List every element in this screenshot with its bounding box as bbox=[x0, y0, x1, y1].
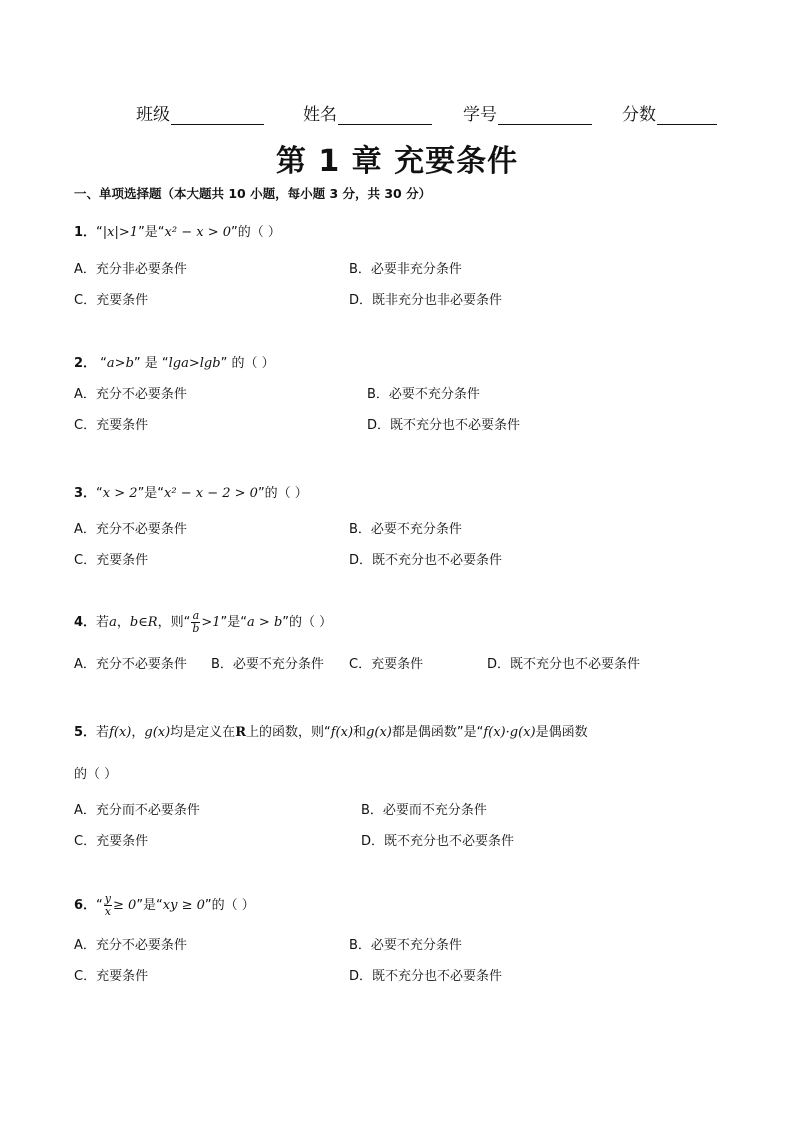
question-1-option-b[interactable]: B．必要非充分条件 bbox=[349, 262, 462, 277]
name-label: 姓名 bbox=[303, 105, 337, 125]
id-label: 学号 bbox=[463, 105, 497, 125]
question-3-option-d[interactable]: D．既不充分也不必要条件 bbox=[349, 553, 503, 568]
question-3-stem: 3．“x > 2”是“x² − x − 2 > 0”的（ ） bbox=[74, 486, 308, 501]
question-4-option-a[interactable]: A．充分不必要条件 bbox=[74, 657, 187, 672]
question-5-stem: 5．若f(x)，g(x)均是定义在R上的函数，则“f(x)和g(x)都是偶函数”是“f(x)·g(x)是偶函数 bbox=[74, 725, 588, 740]
question-4-option-c[interactable]: C．充要条件 bbox=[349, 657, 424, 672]
question-2-option-d[interactable]: D．既不充分也不必要条件 bbox=[367, 418, 521, 433]
question-5-stem-continued: 的（ ） bbox=[74, 767, 118, 782]
question-6-stem: 6．“ $\frac{y}{x}$ ≥ 0”是“xy ≥ 0”的（ ） bbox=[74, 892, 255, 918]
question-3-option-a[interactable]: A．充分不必要条件 bbox=[74, 522, 187, 537]
question-5-option-a[interactable]: A．充分而不必要条件 bbox=[74, 803, 200, 818]
name-field bbox=[303, 100, 432, 125]
question-6-option-c[interactable]: C．充要条件 bbox=[74, 969, 149, 984]
question-2-option-c[interactable]: C．充要条件 bbox=[74, 418, 149, 433]
fraction-a-over-b: $\frac{a}{b}$ bbox=[192, 609, 200, 635]
question-4-stem: 4．若a，b∈R，则“ $\frac{a}{b}$ >1”是“a > b”的（ ） bbox=[74, 609, 333, 635]
question-3-option-b[interactable]: B．必要不充分条件 bbox=[349, 522, 462, 537]
id-field bbox=[463, 100, 592, 125]
page-title: 第 1 章 充要条件 bbox=[275, 144, 519, 179]
question-1-stem: 1．“|x|>1”是“x² − x > 0”的（ ） bbox=[74, 225, 281, 240]
class-blank[interactable] bbox=[171, 106, 264, 125]
score-label: 分数 bbox=[622, 105, 656, 125]
question-5-option-b[interactable]: B．必要而不充分条件 bbox=[361, 803, 487, 818]
question-2-stem: 2． “a>b” 是 “lga>lgb” 的（ ） bbox=[74, 356, 275, 371]
question-1-option-c[interactable]: C．充要条件 bbox=[74, 293, 149, 308]
score-blank[interactable] bbox=[657, 106, 717, 125]
question-2-option-a[interactable]: A．充分不必要条件 bbox=[74, 387, 187, 402]
question-6-option-a[interactable]: A．充分不必要条件 bbox=[74, 938, 187, 953]
question-6-option-b[interactable]: B．必要不充分条件 bbox=[349, 938, 462, 953]
class-label: 班级 bbox=[136, 105, 170, 125]
question-4-option-d[interactable]: D．既不充分也不必要条件 bbox=[487, 657, 641, 672]
question-1-option-a[interactable]: A．充分非必要条件 bbox=[74, 262, 187, 277]
fraction-y-over-x: $\frac{y}{x}$ bbox=[104, 892, 112, 918]
question-4-option-b[interactable]: B．必要不充分条件 bbox=[211, 657, 324, 672]
id-blank[interactable] bbox=[498, 106, 592, 125]
question-2-option-b[interactable]: B．必要不充分条件 bbox=[367, 387, 480, 402]
section-heading: 一、单项选择题（本大题共 10 小题，每小题 3 分，共 30 分） bbox=[74, 186, 432, 201]
question-3-option-c[interactable]: C．充要条件 bbox=[74, 553, 149, 568]
name-blank[interactable] bbox=[338, 106, 432, 125]
score-field bbox=[622, 100, 717, 125]
class-field bbox=[136, 100, 264, 125]
question-5-option-c[interactable]: C．充要条件 bbox=[74, 834, 149, 849]
question-6-option-d[interactable]: D．既不充分也不必要条件 bbox=[349, 969, 503, 984]
question-1-option-d[interactable]: D．既非充分也非必要条件 bbox=[349, 293, 503, 308]
question-5-option-d[interactable]: D．既不充分也不必要条件 bbox=[361, 834, 515, 849]
